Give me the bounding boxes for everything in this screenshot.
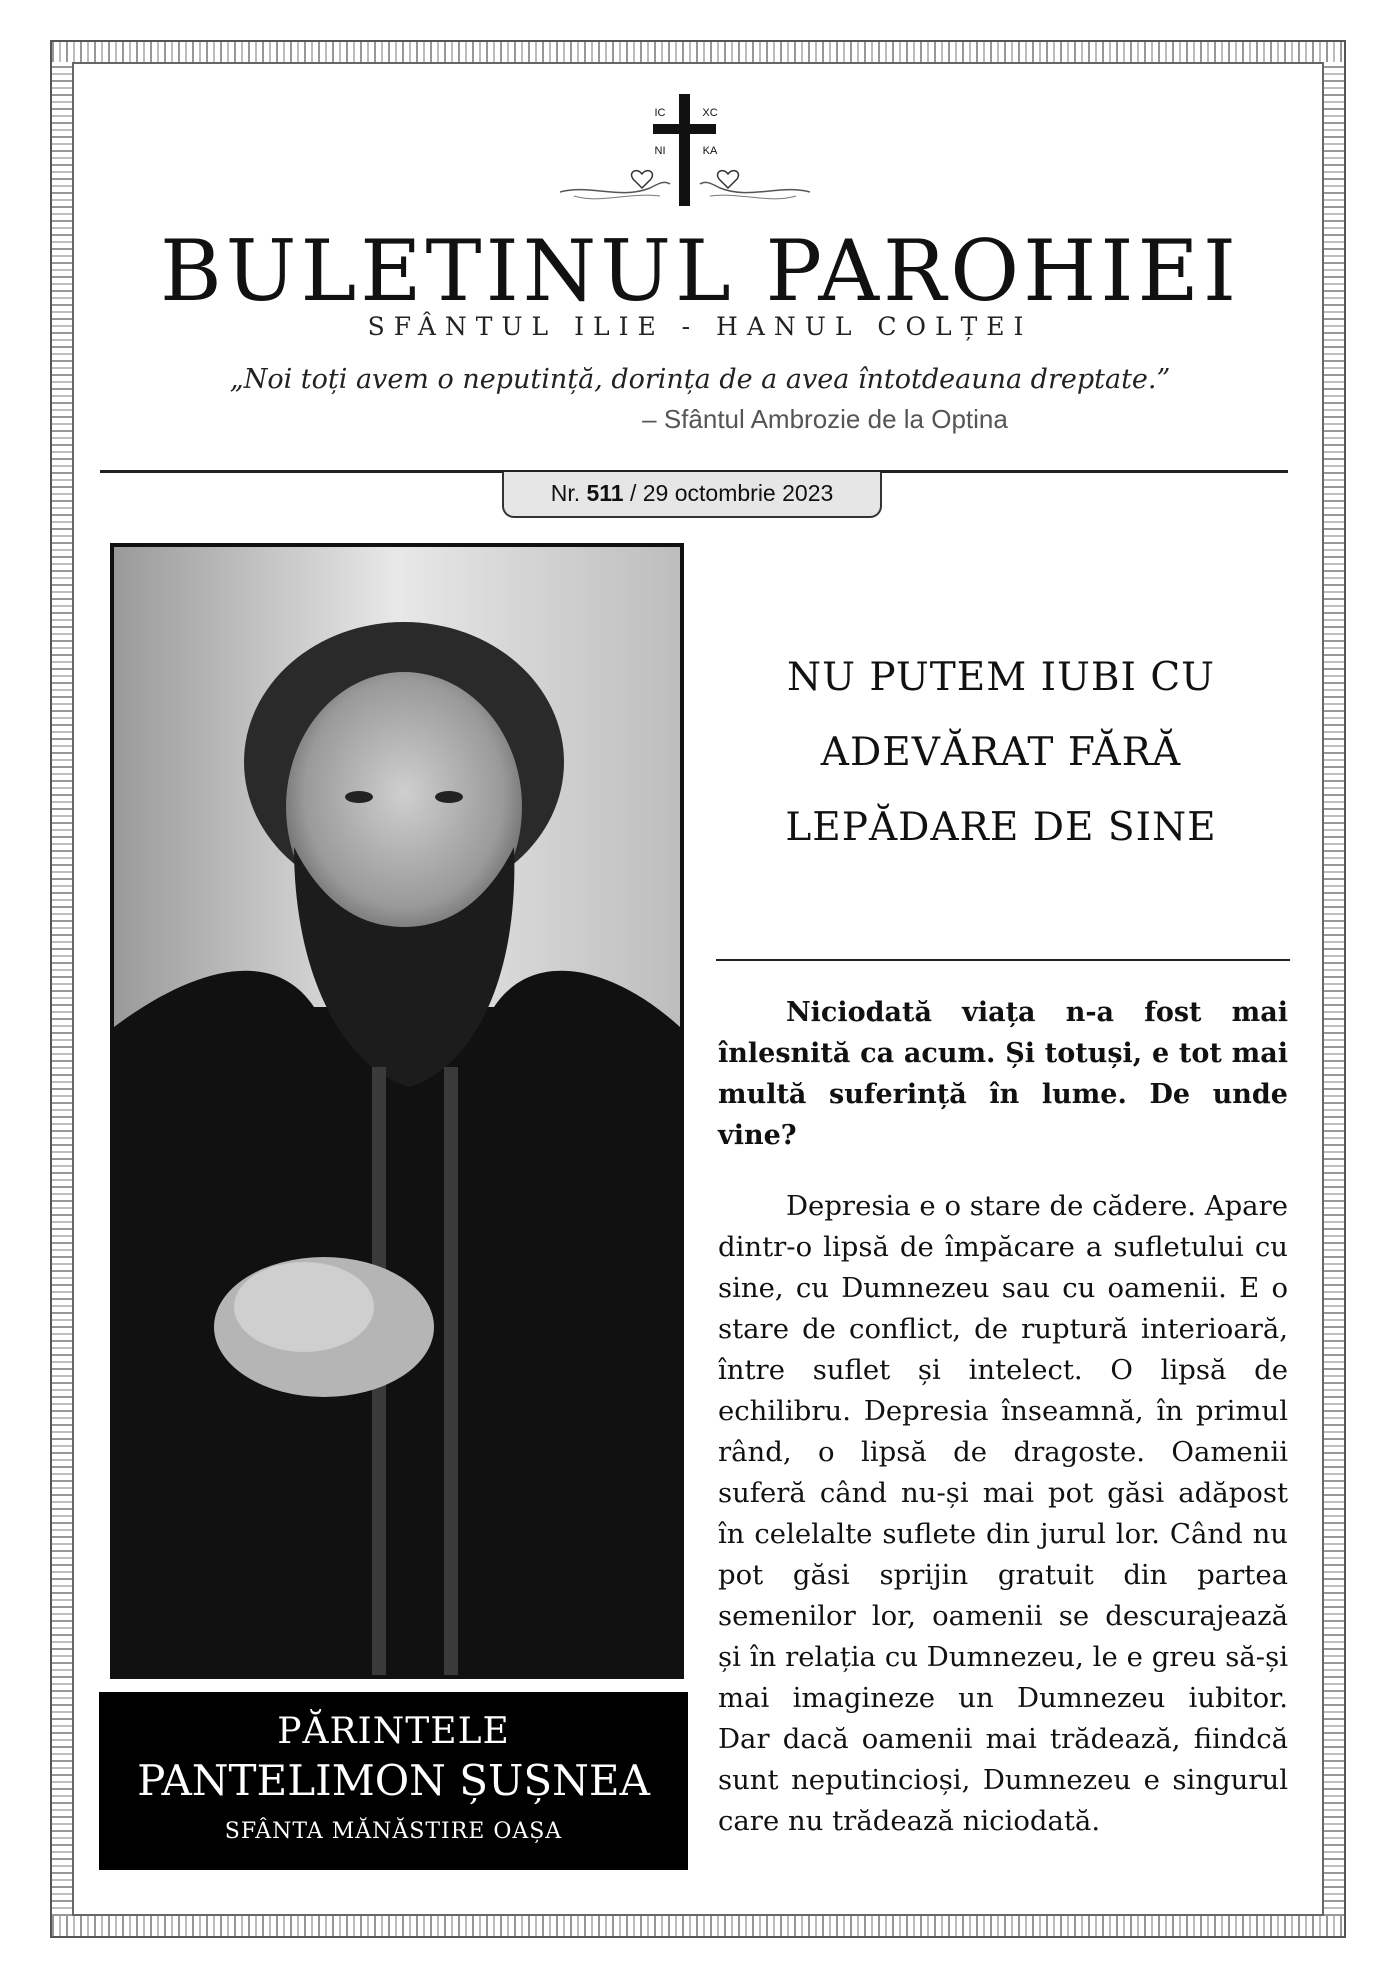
parish-subtitle: SFÂNTUL ILIE - HANUL COLȚEI: [367, 312, 1033, 341]
cross-text-xc: XC: [702, 107, 718, 119]
epigraph-author: – Sfântul Ambrozie de la Optina: [642, 404, 1008, 434]
caption-name: PANTELIMON ȘUȘNEA: [137, 1756, 650, 1805]
issue-date: / 29 octombrie 2023: [623, 480, 834, 506]
article-body: Depresia e o stare de cădere. Apare dintr-o lipsă de împăcare a sufletului cu sine, cu Dumnezeu sau cu oamenii. E o stare de conflict, de ruptură interioară, între suflet și intelect. O lipsă de echilibru. Depresia înseamnă, în primul rând, o lipsă de dragoste. Oamenii suferă când nu-și mai pot găsi adăpost în celelalte suflete din jurul lor. Când nu pot găsi sprijin gratuit din partea semenilor lor, oamenii se descurajează și în relația cu Dumnezeu, le e greu să-și mai imagineze un Dumnezeu iubitor. Dar dacă oamenii mai trădează, fiindcă sunt neputincioși, Dumnezeu e singurul care nu trădează niciodată.: [718, 1190, 1288, 1837]
caption-monastery: SFÂNTA MĂNĂSTIRE OAȘA: [224, 1819, 563, 1844]
portrait-caption: [99, 1692, 688, 1870]
bulletin-title: BULETINUL PAROHIEI: [159, 222, 1241, 320]
article-headline: NU PUTEM IUBI CU ADEVĂRAT FĂRĂ LEPĂDARE DE SINE: [785, 655, 1217, 850]
orthodox-cross-icon: [560, 92, 810, 212]
issue-number: 511: [586, 480, 624, 506]
issue-prefix: Nr.: [550, 480, 587, 506]
article-lead: Niciodată viața n-a fost mai înlesnită ca acum. Și totuși, e tot mai multă suferință în lume. De unde vine?: [718, 997, 1288, 1151]
issue-badge: [502, 472, 882, 518]
cross-text-ni: NI: [654, 145, 666, 157]
cross-text-ka: KA: [702, 145, 718, 157]
caption-title: PĂRINTELE: [277, 1711, 510, 1752]
cross-text-ic: IC: [654, 107, 666, 119]
epigraph-quote: „Noi toți avem o neputință, dorința de a avea întotdeauna dreptate.”: [229, 364, 1171, 395]
article-divider: [716, 959, 1290, 961]
portrait-photo: [110, 543, 684, 1679]
